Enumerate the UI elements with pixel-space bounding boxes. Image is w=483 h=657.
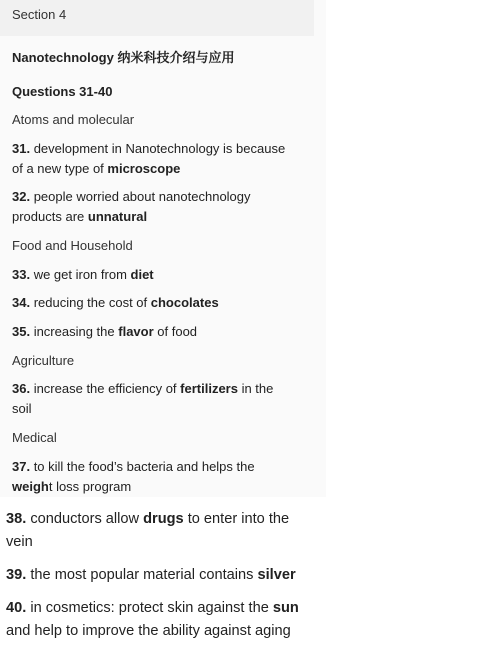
question-40: 40. in cosmetics: protect skin against the sun bbox=[6, 600, 299, 616]
question-31: 31. development in Nanotechnology is because bbox=[12, 141, 286, 156]
question-35: 35. increasing the flavor of food bbox=[12, 324, 198, 339]
category-agriculture: Agriculture bbox=[12, 353, 75, 368]
question-31-cont: of a new type of microscope bbox=[12, 161, 181, 176]
question-36: 36. increase the efficiency of fertilizers in the bbox=[12, 381, 274, 396]
questions-title: Questions 31-40 bbox=[12, 84, 113, 99]
category-medical: Medical bbox=[12, 430, 57, 445]
question-32: 32. people worried about nanotechnology bbox=[12, 189, 251, 204]
section-label: Section 4 bbox=[12, 7, 67, 22]
question-34: 34. reducing the cost of chocolates bbox=[12, 295, 219, 310]
category-atoms: Atoms and molecular bbox=[12, 112, 135, 127]
question-38-cont: vein bbox=[6, 534, 33, 550]
question-39: 39. the most popular material contains silver bbox=[6, 567, 296, 583]
question-33: 33. we get iron from diet bbox=[12, 267, 154, 282]
category-food: Food and Household bbox=[12, 238, 133, 253]
question-38: 38. conductors allow drugs to enter into the bbox=[6, 511, 290, 527]
topic-title: Nanotechnology 纳米科技介绍与应用 bbox=[12, 50, 235, 65]
question-40-cont: and help to improve the ability against aging bbox=[6, 623, 291, 639]
question-32-cont: products are unnatural bbox=[12, 209, 148, 224]
question-36-cont: soil bbox=[12, 401, 32, 416]
question-37-cont: weight loss program bbox=[12, 479, 132, 494]
question-37: 37. to kill the food’s bacteria and helps the bbox=[12, 459, 255, 474]
